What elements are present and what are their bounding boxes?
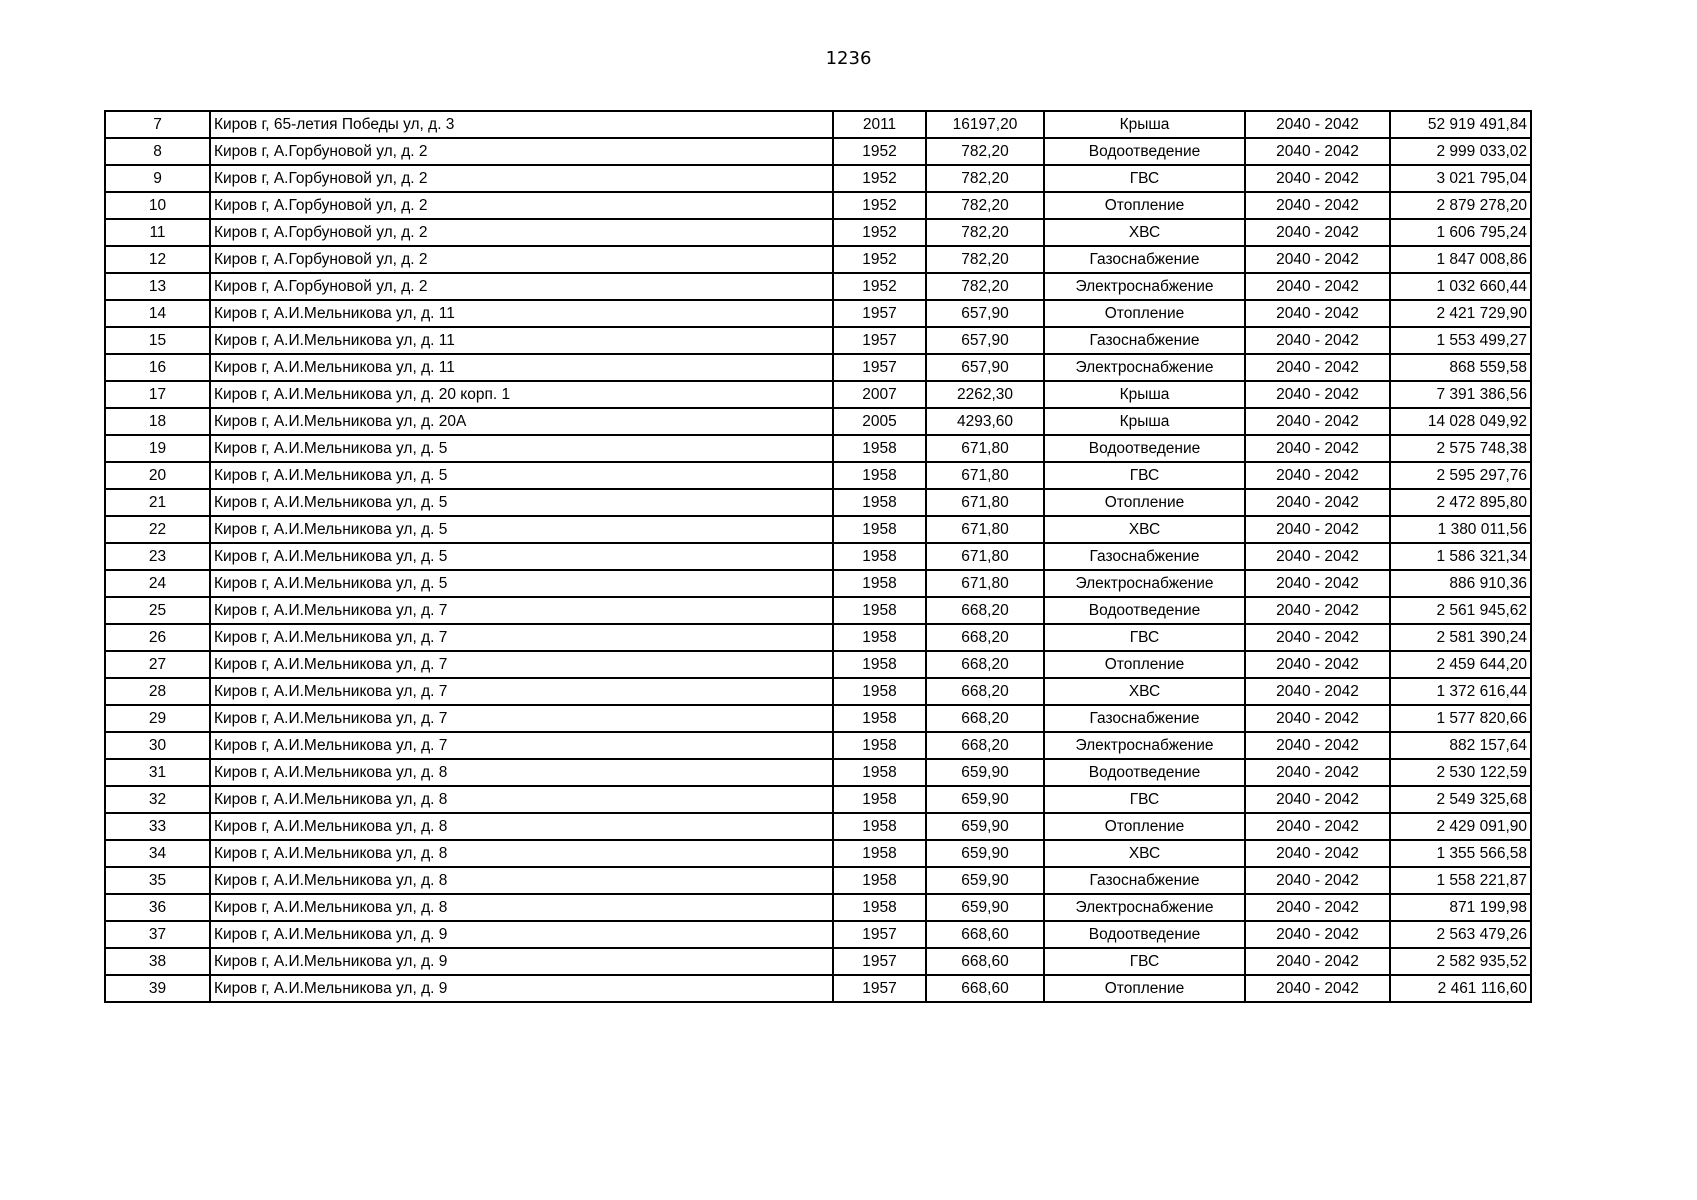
address-cell: Киров г, А.И.Мельникова ул, д. 5 [210,435,833,462]
cost-cell: 2 461 116,60 [1390,975,1531,1002]
row-number-cell: 28 [105,678,210,705]
cost-cell: 1 558 221,87 [1390,867,1531,894]
cost-cell: 1 586 321,34 [1390,543,1531,570]
build-year-cell: 1952 [833,219,926,246]
work-type-cell: ХВС [1044,840,1245,867]
cost-cell: 2 459 644,20 [1390,651,1531,678]
area-cell: 659,90 [926,840,1044,867]
period-cell: 2040 - 2042 [1245,678,1390,705]
area-cell: 671,80 [926,570,1044,597]
period-cell: 2040 - 2042 [1245,219,1390,246]
address-cell: Киров г, А.И.Мельникова ул, д. 9 [210,948,833,975]
row-number-cell: 14 [105,300,210,327]
area-cell: 4293,60 [926,408,1044,435]
period-cell: 2040 - 2042 [1245,273,1390,300]
cost-cell: 2 429 091,90 [1390,813,1531,840]
address-cell: Киров г, А.И.Мельникова ул, д. 11 [210,327,833,354]
area-cell: 668,20 [926,678,1044,705]
build-year-cell: 1958 [833,786,926,813]
address-cell: Киров г, А.И.Мельникова ул, д. 8 [210,840,833,867]
build-year-cell: 1958 [833,867,926,894]
area-cell: 671,80 [926,516,1044,543]
row-number-cell: 24 [105,570,210,597]
period-cell: 2040 - 2042 [1245,840,1390,867]
cost-cell: 7 391 386,56 [1390,381,1531,408]
address-cell: Киров г, А.И.Мельникова ул, д. 7 [210,597,833,624]
table-row [105,435,1531,462]
table-body [105,111,1531,1002]
work-type-cell: Отопление [1044,813,1245,840]
table-row [105,975,1531,1002]
cost-cell: 2 879 278,20 [1390,192,1531,219]
address-cell: Киров г, А.Горбуновой ул, д. 2 [210,165,833,192]
period-cell: 2040 - 2042 [1245,732,1390,759]
row-number-cell: 17 [105,381,210,408]
build-year-cell: 1957 [833,948,926,975]
work-type-cell: Крыша [1044,381,1245,408]
cost-cell: 1 847 008,86 [1390,246,1531,273]
work-type-cell: Водоотведение [1044,759,1245,786]
period-cell: 2040 - 2042 [1245,570,1390,597]
table-row [105,543,1531,570]
address-cell: Киров г, А.И.Мельникова ул, д. 9 [210,921,833,948]
row-number-cell: 31 [105,759,210,786]
work-type-cell: Отопление [1044,489,1245,516]
address-cell: Киров г, А.И.Мельникова ул, д. 8 [210,894,833,921]
table-row [105,219,1531,246]
address-cell: Киров г, А.Горбуновой ул, д. 2 [210,219,833,246]
page-number: 1236 [825,48,872,69]
table-row [105,678,1531,705]
build-year-cell: 2007 [833,381,926,408]
area-cell: 668,20 [926,705,1044,732]
row-number-cell: 19 [105,435,210,462]
build-year-cell: 1957 [833,975,926,1002]
cost-cell: 2 575 748,38 [1390,435,1531,462]
work-type-cell: Электроснабжение [1044,570,1245,597]
area-cell: 782,20 [926,246,1044,273]
row-number-cell: 9 [105,165,210,192]
build-year-cell: 1952 [833,246,926,273]
table-row [105,111,1531,138]
table-row [105,651,1531,678]
area-cell: 668,60 [926,948,1044,975]
area-cell: 671,80 [926,462,1044,489]
area-cell: 671,80 [926,543,1044,570]
row-number-cell: 7 [105,111,210,138]
work-type-cell: Электроснабжение [1044,354,1245,381]
work-type-cell: Газоснабжение [1044,867,1245,894]
address-cell: Киров г, А.И.Мельникова ул, д. 7 [210,678,833,705]
address-cell: Киров г, А.И.Мельникова ул, д. 5 [210,489,833,516]
cost-cell: 871 199,98 [1390,894,1531,921]
table-row [105,516,1531,543]
work-type-cell: ХВС [1044,678,1245,705]
address-cell: Киров г, А.Горбуновой ул, д. 2 [210,138,833,165]
work-type-cell: Газоснабжение [1044,246,1245,273]
cost-cell: 2 595 297,76 [1390,462,1531,489]
table-row [105,597,1531,624]
period-cell: 2040 - 2042 [1245,867,1390,894]
work-type-cell: Отопление [1044,651,1245,678]
table-row [105,489,1531,516]
table-row [105,246,1531,273]
area-cell: 659,90 [926,867,1044,894]
work-type-cell: Газоснабжение [1044,543,1245,570]
area-cell: 657,90 [926,300,1044,327]
build-year-cell: 1958 [833,894,926,921]
table-row [105,381,1531,408]
cost-cell: 1 606 795,24 [1390,219,1531,246]
address-cell: Киров г, 65-летия Победы ул, д. 3 [210,111,833,138]
work-type-cell: Водоотведение [1044,921,1245,948]
table-row [105,867,1531,894]
row-number-cell: 30 [105,732,210,759]
build-year-cell: 1957 [833,921,926,948]
cost-cell: 2 563 479,26 [1390,921,1531,948]
address-cell: Киров г, А.Горбуновой ул, д. 2 [210,273,833,300]
work-type-cell: Электроснабжение [1044,732,1245,759]
area-cell: 659,90 [926,813,1044,840]
area-cell: 782,20 [926,192,1044,219]
period-cell: 2040 - 2042 [1245,948,1390,975]
build-year-cell: 2005 [833,408,926,435]
address-cell: Киров г, А.И.Мельникова ул, д. 5 [210,570,833,597]
table-row [105,948,1531,975]
period-cell: 2040 - 2042 [1245,165,1390,192]
work-type-cell: ГВС [1044,786,1245,813]
row-number-cell: 35 [105,867,210,894]
work-type-cell: Электроснабжение [1044,894,1245,921]
row-number-cell: 36 [105,894,210,921]
row-number-cell: 16 [105,354,210,381]
work-type-cell: Газоснабжение [1044,327,1245,354]
period-cell: 2040 - 2042 [1245,300,1390,327]
build-year-cell: 1958 [833,705,926,732]
cost-cell: 2 421 729,90 [1390,300,1531,327]
period-cell: 2040 - 2042 [1245,327,1390,354]
work-type-cell: ХВС [1044,516,1245,543]
cost-cell: 3 021 795,04 [1390,165,1531,192]
row-number-cell: 34 [105,840,210,867]
area-cell: 782,20 [926,138,1044,165]
row-number-cell: 11 [105,219,210,246]
table-row [105,462,1531,489]
build-year-cell: 1958 [833,435,926,462]
table-row [105,165,1531,192]
address-cell: Киров г, А.И.Мельникова ул, д. 7 [210,732,833,759]
work-type-cell: Водоотведение [1044,138,1245,165]
cost-cell: 2 530 122,59 [1390,759,1531,786]
table-row [105,138,1531,165]
row-number-cell: 26 [105,624,210,651]
row-number-cell: 27 [105,651,210,678]
period-cell: 2040 - 2042 [1245,381,1390,408]
work-type-cell: Водоотведение [1044,435,1245,462]
work-type-cell: ГВС [1044,165,1245,192]
work-type-cell: ГВС [1044,624,1245,651]
area-cell: 782,20 [926,273,1044,300]
period-cell: 2040 - 2042 [1245,597,1390,624]
row-number-cell: 20 [105,462,210,489]
period-cell: 2040 - 2042 [1245,462,1390,489]
table-row [105,705,1531,732]
area-cell: 668,20 [926,732,1044,759]
area-cell: 657,90 [926,327,1044,354]
address-cell: Киров г, А.И.Мельникова ул, д. 7 [210,705,833,732]
period-cell: 2040 - 2042 [1245,651,1390,678]
period-cell: 2040 - 2042 [1245,813,1390,840]
table-row [105,921,1531,948]
period-cell: 2040 - 2042 [1245,408,1390,435]
table-row [105,354,1531,381]
build-year-cell: 1958 [833,597,926,624]
table-row [105,408,1531,435]
period-cell: 2040 - 2042 [1245,246,1390,273]
cost-cell: 868 559,58 [1390,354,1531,381]
address-cell: Киров г, А.И.Мельникова ул, д. 7 [210,651,833,678]
row-number-cell: 15 [105,327,210,354]
address-cell: Киров г, А.Горбуновой ул, д. 2 [210,192,833,219]
build-year-cell: 1958 [833,678,926,705]
period-cell: 2040 - 2042 [1245,516,1390,543]
row-number-cell: 12 [105,246,210,273]
address-cell: Киров г, А.И.Мельникова ул, д. 5 [210,462,833,489]
table-row [105,327,1531,354]
work-type-cell: Водоотведение [1044,597,1245,624]
period-cell: 2040 - 2042 [1245,111,1390,138]
work-type-cell: Электроснабжение [1044,273,1245,300]
work-type-cell: Крыша [1044,111,1245,138]
period-cell: 2040 - 2042 [1245,894,1390,921]
build-year-cell: 1958 [833,462,926,489]
cost-cell: 2 582 935,52 [1390,948,1531,975]
table-row [105,759,1531,786]
table-row [105,570,1531,597]
row-number-cell: 33 [105,813,210,840]
area-cell: 659,90 [926,759,1044,786]
address-cell: Киров г, А.И.Мельникова ул, д. 11 [210,354,833,381]
address-cell: Киров г, А.И.Мельникова ул, д. 9 [210,975,833,1002]
work-type-cell: ХВС [1044,219,1245,246]
period-cell: 2040 - 2042 [1245,921,1390,948]
row-number-cell: 38 [105,948,210,975]
build-year-cell: 1958 [833,570,926,597]
period-cell: 2040 - 2042 [1245,543,1390,570]
cost-cell: 52 919 491,84 [1390,111,1531,138]
period-cell: 2040 - 2042 [1245,138,1390,165]
cost-cell: 1 577 820,66 [1390,705,1531,732]
work-type-cell: ГВС [1044,462,1245,489]
address-cell: Киров г, А.И.Мельникова ул, д. 20 корп. 1 [210,381,833,408]
table-row [105,894,1531,921]
cost-cell: 1 372 616,44 [1390,678,1531,705]
area-cell: 2262,30 [926,381,1044,408]
area-cell: 659,90 [926,894,1044,921]
area-cell: 668,20 [926,651,1044,678]
row-number-cell: 22 [105,516,210,543]
build-year-cell: 1952 [833,138,926,165]
build-year-cell: 1958 [833,489,926,516]
table-row [105,273,1531,300]
row-number-cell: 8 [105,138,210,165]
build-year-cell: 1952 [833,165,926,192]
work-type-cell: Газоснабжение [1044,705,1245,732]
row-number-cell: 39 [105,975,210,1002]
table-row [105,624,1531,651]
build-year-cell: 1958 [833,732,926,759]
repair-schedule-table [104,110,1532,1003]
row-number-cell: 25 [105,597,210,624]
address-cell: Киров г, А.И.Мельникова ул, д. 11 [210,300,833,327]
address-cell: Киров г, А.И.Мельникова ул, д. 5 [210,543,833,570]
address-cell: Киров г, А.И.Мельникова ул, д. 20А [210,408,833,435]
period-cell: 2040 - 2042 [1245,705,1390,732]
build-year-cell: 1957 [833,354,926,381]
period-cell: 2040 - 2042 [1245,435,1390,462]
area-cell: 668,20 [926,624,1044,651]
address-cell: Киров г, А.И.Мельникова ул, д. 8 [210,813,833,840]
area-cell: 668,60 [926,921,1044,948]
cost-cell: 2 472 895,80 [1390,489,1531,516]
area-cell: 782,20 [926,219,1044,246]
area-cell: 16197,20 [926,111,1044,138]
row-number-cell: 29 [105,705,210,732]
cost-cell: 2 549 325,68 [1390,786,1531,813]
period-cell: 2040 - 2042 [1245,975,1390,1002]
work-type-cell: Отопление [1044,975,1245,1002]
build-year-cell: 1958 [833,624,926,651]
cost-cell: 1 355 566,58 [1390,840,1531,867]
area-cell: 671,80 [926,489,1044,516]
address-cell: Киров г, А.Горбуновой ул, д. 2 [210,246,833,273]
table-row [105,813,1531,840]
build-year-cell: 1958 [833,759,926,786]
build-year-cell: 1957 [833,327,926,354]
area-cell: 668,60 [926,975,1044,1002]
cost-cell: 882 157,64 [1390,732,1531,759]
period-cell: 2040 - 2042 [1245,759,1390,786]
table-row [105,786,1531,813]
cost-cell: 2 561 945,62 [1390,597,1531,624]
area-cell: 782,20 [926,165,1044,192]
build-year-cell: 1957 [833,300,926,327]
build-year-cell: 1952 [833,192,926,219]
work-type-cell: Отопление [1044,192,1245,219]
work-type-cell: Отопление [1044,300,1245,327]
cost-cell: 1 553 499,27 [1390,327,1531,354]
address-cell: Киров г, А.И.Мельникова ул, д. 5 [210,516,833,543]
row-number-cell: 21 [105,489,210,516]
row-number-cell: 18 [105,408,210,435]
build-year-cell: 1958 [833,840,926,867]
period-cell: 2040 - 2042 [1245,354,1390,381]
row-number-cell: 37 [105,921,210,948]
cost-cell: 2 999 033,02 [1390,138,1531,165]
build-year-cell: 1958 [833,516,926,543]
period-cell: 2040 - 2042 [1245,192,1390,219]
build-year-cell: 1958 [833,651,926,678]
address-cell: Киров г, А.И.Мельникова ул, д. 8 [210,759,833,786]
area-cell: 671,80 [926,435,1044,462]
row-number-cell: 13 [105,273,210,300]
cost-cell: 2 581 390,24 [1390,624,1531,651]
row-number-cell: 32 [105,786,210,813]
table-row [105,300,1531,327]
address-cell: Киров г, А.И.Мельникова ул, д. 8 [210,786,833,813]
area-cell: 668,20 [926,597,1044,624]
build-year-cell: 1958 [833,543,926,570]
table-row [105,840,1531,867]
address-cell: Киров г, А.И.Мельникова ул, д. 8 [210,867,833,894]
period-cell: 2040 - 2042 [1245,786,1390,813]
table-row [105,192,1531,219]
row-number-cell: 10 [105,192,210,219]
work-type-cell: ГВС [1044,948,1245,975]
area-cell: 659,90 [926,786,1044,813]
cost-cell: 1 380 011,56 [1390,516,1531,543]
cost-cell: 1 032 660,44 [1390,273,1531,300]
work-type-cell: Крыша [1044,408,1245,435]
build-year-cell: 1958 [833,813,926,840]
area-cell: 657,90 [926,354,1044,381]
build-year-cell: 1952 [833,273,926,300]
address-cell: Киров г, А.И.Мельникова ул, д. 7 [210,624,833,651]
row-number-cell: 23 [105,543,210,570]
period-cell: 2040 - 2042 [1245,624,1390,651]
table-row [105,732,1531,759]
cost-cell: 886 910,36 [1390,570,1531,597]
cost-cell: 14 028 049,92 [1390,408,1531,435]
build-year-cell: 2011 [833,111,926,138]
period-cell: 2040 - 2042 [1245,489,1390,516]
